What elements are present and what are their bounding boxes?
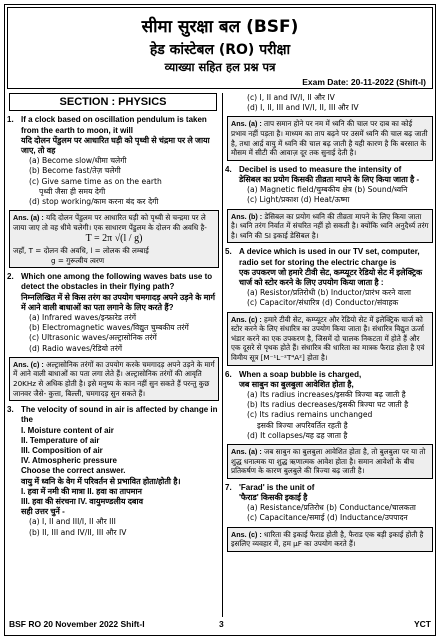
pendulum-formula: T = 2π √(l / g) [85,233,143,245]
option: इसकी त्रिज्या अपरिवर्तित रहती है [257,420,348,430]
answer-text: धारिता की इकाई फैराड होती है, फैराड एक बड़ी इकाई होती है इसलिए व्यवहार में, हम μF का उपयोग करते हैं। [231,529,424,549]
option: (d) stop working/काम करना बंद कर देगी [29,197,159,207]
option: (c) Give same time as on the earth [29,176,162,186]
question-number: 6. [225,369,232,379]
answer-label: Ans. (c) : [231,314,262,324]
option: (a) Infrared waves/इन्फ्रारेड तरंगें [29,313,136,323]
question-1 [7,115,221,156]
statement: III. Composition of air [21,446,103,456]
option-row: (a) Resistance/प्रतिरोध (b) Conductance/चालकता [247,503,416,513]
option: (a) I, II and III/I, II और III [29,517,116,527]
page [4,4,436,636]
answer-box [227,116,433,160]
statement: IV. Atmospheric pressure [21,456,117,466]
option: (a) Its radius increases/इसकी त्रिज्या बढ़ जाती है [247,389,406,399]
option: (c) Its radius remains unchanged [247,410,373,420]
answer-label: Ans. (c) : [231,529,262,539]
question-text-hi: एक उपकरण जो हमारे टीवी सेट, कम्प्यूटर रेडियो सेट में इलेक्ट्रिक चार्ज को स्टोर करने के लिए उपयोग किया जाता है : [239,267,423,287]
question-text-en: If a clock based on oscillation pendulum is taken from the earth to moon, it will [21,115,207,135]
question-5 [225,247,435,288]
column-divider [222,93,223,617]
answer-label: Ans. (a) : [13,213,44,223]
answer-box [9,210,219,268]
formula-where-2: g = गुरूत्वीय त्वरण [51,255,105,265]
question-text-en: Which one among the following waves bats use to detect the obstacles in their flying path? [21,272,213,292]
question-text-hi: 'फैराड' किसकी इकाई है [239,492,308,502]
statement-hi: I. हवा में नमी की मात्रा II. हवा का तापमान [21,486,142,496]
exam-title: सीमा सुरक्षा बल (BSF) [141,17,299,37]
question-number: 5. [225,247,232,257]
formula-where-1: जहाँ, T = दोलन की अवधि, l = लोलक की लम्बाई [13,246,149,256]
choose-hi: सही उत्तर चुनें - [21,507,65,517]
option-row: (c) Light/प्रकाश (d) Heat/ऊष्मा [247,195,350,205]
statement: II. Temperature of air [21,435,100,445]
answer-text: हमारे टीवी सेट, कम्प्यूटर और रेडियो सेट में इलेक्ट्रिक चार्ज को स्टोर करने के लिए संधारित्र का उपयोग किया जाता है। संधारित्र विद्युत ऊर्जा भंडार करने का एक उपकरण है, जिसमें दो चालक निकटता में होते हैं और एक दूसरे से पृथक होते हैं। संधारित्र की धारिता का मात्रक फैराड होता है एवं विमीय सूत्र [M⁻¹L⁻²T⁴A²] होता है। [231,314,425,362]
question-text-en: The velocity of sound in air is affected by change in the [21,405,218,425]
question-number: 7. [225,482,232,492]
question-number: 2. [7,272,14,282]
answer-box [227,527,433,552]
question-text-hi: यदि दोलन पेंडुलम पर आधारित घड़ी को पृथ्वी से चंद्रमा पर ले जाया जाए, तो वह [21,135,210,156]
answer-label: Ans. (c) : [13,359,44,369]
question-number: 4. [225,164,232,174]
answer-label: Ans. (a) : [231,446,262,456]
question-text-hi: डेसिबल का प्रयोग किसकी तीव्रता मापने के लिए किया जाता है - [239,174,420,184]
statement: Choose the correct answer. [21,466,126,476]
option: (b) Electromagnetic waves/विद्युत चुम्बकीय तरंगें [29,323,189,333]
answer-box [227,209,433,244]
question-7 [225,483,435,503]
page-number: 3 [219,619,224,629]
option: (b) II, III and IV/II, III और IV [29,527,127,537]
question-6 [225,370,435,390]
option-row: (c) Capacitor/संधारित्र (d) Conductor/संवाहक [247,298,399,308]
answer-box [227,444,433,479]
option-row: (c) Capacitance/समाई (d) Inductance/उपपादन [247,513,408,523]
statement-hi: III. हवा की संरचना IV. वायुमण्डलीय दबाव [21,497,144,507]
option: (b) Become fast/तेज़ चलेगी [29,166,121,176]
left-column [7,93,221,617]
answer-text: अल्ट्रासोनिक तरंगों का उपयोग करके चमगादड़ अपने उड़ने के मार्ग में आने वाली बाधाओं का पता लगा लेते हैं। अल्ट्रासोनिक तरंगों की आवृति 20KHz से अधिक होती है। इसे मनुष्य के कान नहीं सुन सकते हैं परन्तु कुछ जानवर जैसे- कुत्ता, बिल्ली, चमगादड़ सुन सकते हैं। [13,359,215,398]
footer-exam-name: BSF RO 20 November 2022 Shift-I [9,619,145,629]
option: (d) It collapses/यह ढह जाता है [247,430,348,440]
option: (d) I, II, III and IV/I, II, III और IV [247,103,359,113]
answer-box [227,312,433,366]
answer-text: यदि दोलन पेंडुलम पर आधारित घड़ी को पृथ्वी से चन्द्रमा पर ले जाया जाए तो वह धीमे चलेगी। एक साधारण पेंडुलम के दोलन की अवधि है- [13,213,207,232]
exam-date: Exam Date: 20-11-2022 (Shift-I) [302,77,426,87]
option-row: (a) Magnetic field/चुम्बकीय क्षेत्र (b) Sound/ध्वनि [247,185,408,195]
question-text-en: Decibel is used to measure the intensity of [239,164,402,174]
question-4 [225,165,435,185]
question-2 [7,272,221,313]
right-column [225,93,435,617]
question-text-hi: निम्नलिखित में से किस तरंग का उपयोग चमगादड़ अपने उड़ने के मार्ग में आने वाली बाधाओं का पता लगाने के लिए करते हैं? [21,292,215,312]
option: (c) I, II and IV/I, II और IV [247,93,335,102]
question-text-hi: वायु में ध्वनि के वेग में परिवर्तन से प्रभावित होता/होती है। [21,476,181,486]
footer-publisher: YCT [414,619,431,629]
exam-subtitle-2: व्याख्या सहित हल प्रश्न पत्र [164,60,276,74]
option: (a) Become slow/धीमा चलेगी [29,156,127,166]
statement: I. Moisture content of air [21,425,114,435]
question-text-hi: जब साबुन का बुलबुला आवेशित होता है, [239,379,354,389]
question-text-en: 'Farad' is the unit of [239,482,315,492]
answer-box [9,357,219,401]
question-text-en: A device which is used in our TV set, computer, radio set for storing the electric charge is [239,247,420,267]
header-box [7,7,433,89]
option: (b) Its radius decreases/इसकी त्रिज्या घट जाती है [247,400,409,410]
exam-subtitle: हेड कांस्टेबल (RO) परीक्षा [149,42,291,58]
option: (c) Ultrasonic waves/अल्ट्रासोनिक तरंगें [29,333,157,343]
question-number: 3. [7,405,14,415]
answer-text: ताप समान होने पर नम में ध्वनि की चाल पर दाब का कोई प्रभाव नहीं पड़ता है। माध्यम का ताप बढ़ने पर उसमें ध्वनि की चाल बढ़ जाती है, तथा आर्द्र वायु में ध्वनि की चाल बढ़ जाती है यही कारण है कि बरसात के मौसम में सीटी की आवाज़ दूर तक सुनाई देती है। [231,119,428,158]
question-number: 1. [7,115,14,125]
footer [9,619,431,631]
answer-label: Ans. (b) : [231,211,263,221]
option: (d) Radio waves/रेडियो तरंगें [29,343,123,353]
option: पृथ्वी जैसा ही समय देगी [39,186,106,196]
question-text-en: When a soap bubble is charged, [239,369,362,379]
option-row: (a) Resistor/प्रतिरोधी (b) Inductor/प्रारंभ करने वाला [247,288,412,298]
answer-text: जब साबुन का बुलबुला आवेशित होता है, तो बुलबुला पर या तो शुद्ध धनात्मक या शुद्ध ऋणात्मक आवेश होता है। समान आवेशों के बीच प्रतिकर्षण के कारण बुलबुले की त्रिज्या बढ़ जाती है। [231,446,426,476]
question-3 [7,405,221,517]
section-title: SECTION : PHYSICS [9,93,217,111]
answer-label: Ans. (a) : [231,119,262,129]
answer-text: डेसिबल का प्रयोग ध्वनि की तीव्रता मापने के लिए किया जाता है। ध्वनि तरंग निर्वात में संचरित नहीं हो सकती है। क्योंकि ध्वनि अनुदैर्ध्य तरंग है। ध्वनि की SI इकाई डेसिबल है। [231,211,429,240]
